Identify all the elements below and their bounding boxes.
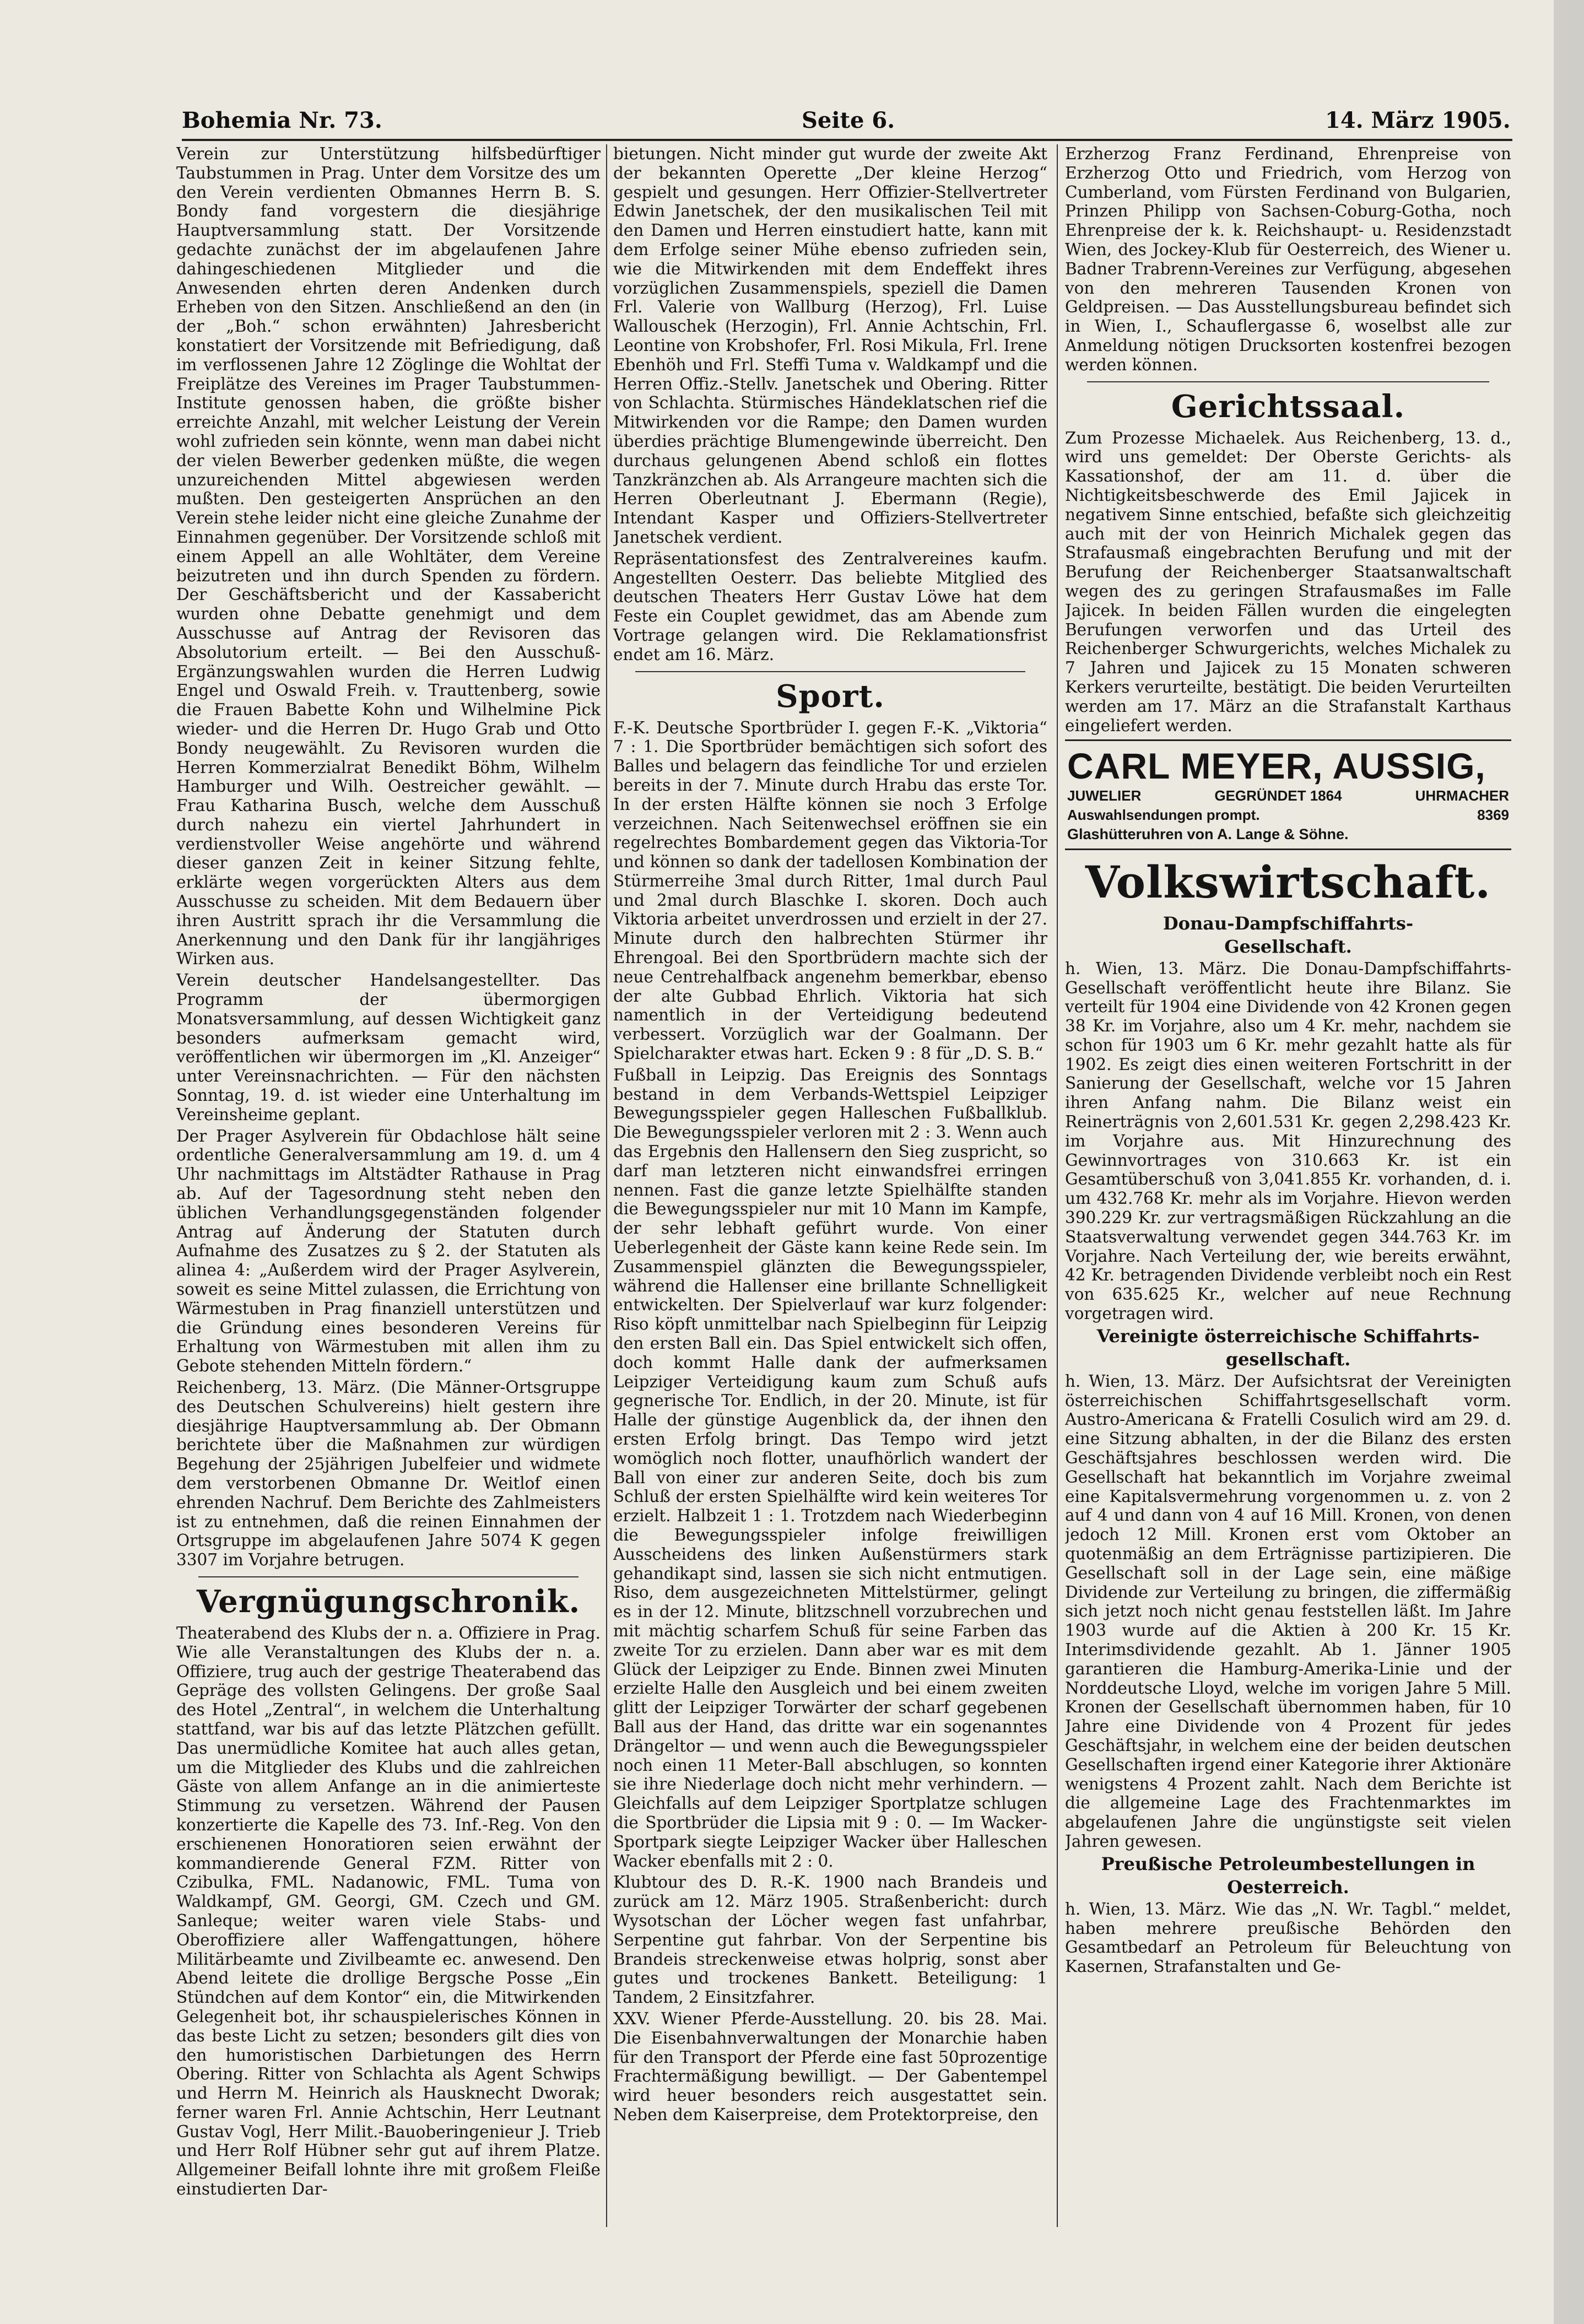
column-divider (606, 144, 607, 2227)
header-rule (182, 139, 1512, 141)
column-2 (613, 144, 1047, 2227)
subheading-schiffahrt-2: gesellschaft. (1225, 1348, 1351, 1370)
scan-edge (1554, 0, 1584, 2324)
article-prozess-michaelek: Zum Prozesse Michaelek. Aus Reichenberg, 13. d., wird uns gemeldet: Der Oberste Gerichts- als Kassationshof, der am 11. d. über die Nichtigkeitsbeschwerde des Emil Jajicek in negativem Sinne entschied, befaßte sich gleichzeitig auch mit der von Heinrich Michalek gegen das Strafausmaß eingebrachten Berufung und mit der Berufung der Reichenberger Staatsanwaltschaft wegen des zu geringen Strafausmaßes im Falle Jajicek. In beiden Fällen wurden die eingelegten Berufungen verworfen und das Urteil des Reichenberger Schwurgerichts, welches Michalek zu 7 Jahren und Jajicek zu 15 Monaten schweren Kerkers verurteilte, bestätigt. Die beiden Verurteilten werden am 17. März an die Strafanstalt Karthaus eingeliefert werden. (1065, 428, 1511, 735)
section-heading-vergnuegungschronik: Vergnügungschronik. (196, 1583, 581, 1620)
article-theaterabend-cont: bietungen. Nicht minder gut wurde der zweite Akt der bekannten Operette „Der kleine Herzog“ gespielt und gesungen. Herr Offizier-Stellvertreter Edwin Janetschek, der den musikalischen Teil mit den Damen und Herren einstudiert hatte, kann mit dem Erfolge seiner Mühe ebenso zufrieden sein, wie die Mitwirkenden mit dem Endeffekt ihres vorzüglichen Zusammenspiels, speziell die Damen Frl. Valerie von Wallburg (Herzog), Frl. Luise Wallouschek (Herzogin), Frl. Annie Achtschin, Frl. Leontine von Krobshofer, Frl. Rosi Mikula, Frl. Irene Ebenhöh und Frl. Steffi Tuma v. Waldkampf und die Herren Offiz.-Stellv. Janetschek und Obering. Ritter von Schlachta. Stürmisches Händeklatschen rief die Mitwirkenden vor die Rampe; den Damen wurden überdies prächtige Blumengewinde überreicht. Den durchaus gelungenen Abend schloß ein flottes Tanzkränzchen ab. Als Arrangeure machten sich die Herren Oberleutnant J. Ebermann (Regie), Intendant Kasper und Offiziers-Stellvertreter Janetschek verdient. (613, 144, 1047, 547)
section-divider (1087, 381, 1489, 382)
ad-founded: GEGRÜNDET 1864 (1214, 787, 1342, 804)
ad-juwelier: JUWELIER (1067, 787, 1142, 804)
ad-subline (1067, 786, 1509, 806)
article-handelsangestellte: Verein deutscher Handelsangestellter. Das Programm der übermorgigen Monatsversammlung, auf dessen Wichtigkeit ganz besonders aufmerksam gemacht wird, veröffentlichen wir übermorgen im „Kl. Anzeiger“ unter Vereinsnachrichten. — Für den nächsten Sonntag, 19. d. ist wieder eine Unterhaltung im Vereinsheime geplant. (176, 971, 601, 1124)
section-heading-volkswirtschaft: Volkswirtschaft. (1085, 856, 1491, 908)
section-divider (198, 1576, 579, 1577)
ad-uhrmacher: UHRMACHER (1415, 787, 1509, 804)
article-repraesentationsfest: Repräsentationsfest des Zentralvereines kaufm. Angestellten Oesterr. Das beliebte Mitglied des deutschen Theaters Herr Gustav Löwe hat dem Feste ein Couplet gewidmet, das am Abende zum Vortrage gelangen wird. Die Reklamationsfrist endet am 16. März. (613, 549, 1047, 664)
column-3 (1065, 144, 1511, 2227)
article-petroleum: h. Wien, 13. März. Wie das „N. Wr. Tagbl.“ meldet, haben mehrere preußische Behörden den Gesamtbedarf an Petroleum für Beleuchtung von Kasernen, Strafanstalten und Ge- (1065, 1899, 1511, 1976)
article-theaterabend: Theaterabend des Klubs der n. a. Offiziere in Prag. Wie alle Veranstaltungen des Klubs der n. a. Offiziere, trug auch der gestrige Theaterabend das Gepräge des vollsten Gelingens. Der große Saal des Hotel „Zentral“, in welchem die Unterhaltung stattfand, war bis auf das letzte Plätzchen gefüllt. Das unermüdliche Komitee hat auch alles getan, um die Mitglieder des Klubs und die zahlreichen Gäste von allem Anfange an in die animierteste Stimmung zu versetzen. Während der Pausen konzertierte die Kapelle des 73. Inf.-Reg. Von den erschienenen Honoratioren seien erwähnt der kommandierende General FZM. Ritter von Czibulka, FML. Nadanowic, FML. Tuma von Waldkampf, GM. Georgi, GM. Czech und GM. Sanleque; weiter waren viele Stabs- und Oberoffiziere aller Waffengattungen, höhere Militärbeamte und Zivilbeamte ec. anwesend. Den Abend leitete die drollige Bergsche Posse „Ein Stündchen auf dem Kontor“ ein, die Mitwirkenden Gelegenheit bot, ihr schauspielerisches Können in das beste Licht zu setzen; besonders gilt dies von den humoristischen Darbietungen des Herrn Obering. Ritter von Schlachta als Agent Schwips und Herrn M. Heinrich als Hausknecht Dworak; ferner waren Frl. Annie Achtschin, Herr Leutnant Gustav Vogl, Herr Milit.-Bauoberingenieur J. Trieb und Herr Rolf Hübner sehr gut auf ihrem Platze. Allgemeiner Beifall lohnte ihre mit großem Fleiße einstudierten Dar- (176, 1623, 601, 2199)
subheading-schiffahrt-1: Vereinigte österreichische Schiffahrts- (1096, 1325, 1480, 1347)
article-klubtour: Klubtour des D. R.-K. 1900 nach Brandeis und zurück am 12. März 1905. Straßenbericht: durch Wysotschan der Löcher wegen fast unfahrbar, Serpentine gut fahrbar. Von der Serpentine bis Brandeis streckenweise etwas holprig, sonst aber gutes und trockenes Bankett. Beteiligung: 1 Tandem, 2 Einsitzfahrer. (613, 1873, 1047, 2007)
article-fussball-leipzig: Fußball in Leipzig. Das Ereignis des Sonntags bestand in dem Verbands-Wettspiel Leipziger Bewegungsspieler gegen Halleschen Fußballklub. Die Bewegungsspieler verloren mit 2 : 3. Wenn auch das Ergebnis den Hallensern den Sieg zuspricht, so darf man letzteren nicht einwandsfrei erringen nennen. Fast die ganze letzte Spielhälfte standen die Bewegungsspieler nur mit 10 Mann im Kampfe, der sehr lebhaft geführt wurde. Von einer Ueberlegenheit der Gäste kann keine Rede sein. Im Zusammenspiel glänzten die Bewegungsspieler, während die Hallenser eine brillante Schnelligkeit entwickelten. Der Spielverlauf war kurz folgender: Riso köpft unmittelbar nach Spielbeginn für Leipzig den ersten Ball ein. Das Spiel entwickelt sich offen, doch kommt Halle dank der aufmerksamen Leipziger Verteidigung kaum zum Schuß aufs gegnerische Tor. Endlich, in der 20. Minute, ist für Halle der günstige Augenblick da, der ihnen den ersten Erfolg bringt. Das Tempo wird jetzt womöglich noch flotter, unaufhörlich wandert der Ball von einer zur anderen Seite, doch bis zum Schluß der ersten Spielhälfte wird kein weiteres Tor erzielt. Halbzeit 1 : 1. Trotzdem nach Wiederbeginn die Bewegungsspieler infolge freiwilligen Ausscheidens des linken Außenstürmers stark gehandikapt sind, lassen sie sich nicht entmutigen. Riso, dem ausgezeichneten Mittelstürmer, gelingt es in der 12. Minute, blitzschnell vorzubrechen und mit mächtig scharfem Schuß für seine Farben das zweite Tor zu erzielen. Dann aber war es mit dem Glück der Leipziger zu Ende. Binnen zwei Minuten erzielte Halle den Ausgleich und bei einem zweiten glitt der Leipziger Torwärter der scharf gegebenen Ball aus der Hand, das dritte war ein sogenanntes Drängeltor — und wenn auch die Bewegungsspieler noch einen 11 Meter-Ball abschlugen, so konnten sie ihre Niederlage doch nicht mehr verhindern. — Gleichfalls auf dem Leipziger Sportplatze schlugen die Sportbrüder die Lipsia mit 9 : 0. — Im Wacker-Sportpark siegte Leipziger Wacker über Halleschen Wacker ebenfalls mit 2 : 0. (613, 1065, 1047, 1871)
ad-shipping-line (1067, 806, 1509, 825)
header-page-number: Seite 6. (802, 107, 895, 133)
ad-title: CARL MEYER, AUSSIG, (1067, 745, 1486, 787)
subheading-petroleum-1: Preußische Petroleumbestellungen in (1101, 1853, 1475, 1874)
section-heading-sport: Sport. (776, 678, 885, 715)
column-divider (1057, 144, 1058, 2227)
section-heading-gerichtssaal: Gerichtssaal. (1171, 388, 1405, 425)
header-date: 14. März 1905. (1325, 107, 1511, 133)
article-schiffahrtsgesellschaft: h. Wien, 13. März. Der Aufsichtsrat der Vereinigten österreichischen Schiffahrtsgesellschaft vorm. Austro-Americana & Fratelli Cosulich wird am 29. d. eine Sitzung abhalten, in der die Bilanz des ersten Geschäftsjahres beschlossen werden wird. Die Gesellschaft hat bekanntlich im Vorjahre zweimal eine Kapitalsvermehrung vorgenommen u. z. von 2 auf 4 und dann von 4 auf 16 Mill. Kronen, von denen jedoch 12 Mill. Kronen erst vom Oktober an quotenmäßig an dem Erträgnisse partizipieren. Die Gesellschaft soll in der Lage sein, eine mäßige Dividende zur Verteilung zu bringen, die ziffermäßig sich jetzt noch nicht genau feststellen läßt. Im Jahre 1903 wurde auf die Aktien à 200 Kr. 15 Kr. Interimsdividende gezahlt. Ab 1. Jänner 1905 garantieren die Hamburg-Amerika-Linie und der Norddeutsche Lloyd, welche im vorigen Jahre 5 Mill. Kronen der Gesellschaft übernommen haben, für 10 Jahre eine Dividende von 4 Prozent für jedes Geschäftsjahr, in welchem eine der beiden deutschen Gesellschaften irgend einer Kategorie ihrer Aktionäre wenigstens 4 Prozent zahlt. Nach dem Berichte ist die allgemeine Lage des Frachtenmarktes im abgelaufenen Jahre die ungünstigste seit vielen Jahren gewesen. (1065, 1371, 1511, 1851)
article-schulverein: Reichenberg, 13. März. (Die Männer-Ortsgruppe des Deutschen Schulvereins) hielt gestern ihre diesjährige Hauptversammlung ab. Der Obmann berichtete über die Maßnahmen zur würdigen Begehung der 25jährigen Jubelfeier und widmete dem verstorbenen Obmanne Dr. Weitlof einen ehrenden Nachruf. Dem Berichte des Zahlmeisters ist zu entnehmen, daß die reinen Einnahmen der Ortsgruppe im abgelaufenen Jahre 5074 K gegen 3307 im Vorjahre betrugen. (176, 1378, 601, 1570)
ad-shipping: Auswahlsendungen prompt. (1067, 807, 1260, 824)
article-pferde-ausstellung: XXV. Wiener Pferde-Ausstellung. 20. bis 28. Mai. Die Eisenbahnverwaltungen der Monarchie haben für den Transport der Pferde eine fast 50prozentige Frachtermäßigung bewilligt. — Der Gabentempel wird heuer besonders reich ausgestattet sein. Neben dem Kaiserpreise, dem Protektorpreise, den (613, 2009, 1047, 2124)
article-donau-dampfschiffahrt: h. Wien, 13. März. Die Donau-Dampfschiffahrts-Gesellschaft veröffentlicht heute ihre Bilanz. Sie verteilt für 1904 eine Dividende von 42 Kronen gegen 38 Kr. im Vorjahre, also um 4 Kr. mehr, nachdem sie schon für 1903 um 6 Kr. mehr gezahlt hatte als für 1902. Es zeigt dies einen weiteren Fortschritt in der Sanierung der Gesellschaft, welche vor 15 Jahren ihren Anfang nahm. Die Bilanz weist ein Reinerträgnis von 2,601.531 Kr. gegen 2,298.423 Kr. im Vorjahre aus. Mit Hinzurechnung des Gewinnvortrages von 310.663 Kr. ist ein Gesamtüberschuß von 3,041.855 Kr. vorhanden, d. i. um 432.768 Kr. mehr als im Vorjahre. Hievon werden 390.229 Kr. zur vertragsmäßigen Rückzahlung an die Staatsverwaltung verwendet gegen 344.763 Kr. im Vorjahre. Nach Verteilung der, wie bereits erwähnt, 42 Kr. betragenden Dividende verbleibt noch ein Rest von 635.625 Kr., welcher auf neue Rechnung vorgetragen wird. (1065, 959, 1511, 1323)
column-1 (176, 144, 601, 2227)
subheading-petroleum-2: Oesterreich. (1227, 1876, 1349, 1898)
ad-watches: Glashütteruhren von A. Lange & Söhne. (1067, 825, 1349, 842)
subheading-donau-1: Donau-Dampfschiffahrts- (1163, 912, 1414, 934)
advertisement-carl-meyer (1065, 739, 1511, 850)
ad-number: 8369 (1477, 807, 1509, 824)
subheading-donau-2: Gesellschaft. (1224, 936, 1352, 957)
article-pferde-ausstellung-cont: Erzherzog Franz Ferdinand, Ehrenpreise von Erzherzog Otto und Friedrich, vom Herzog von Cumberland, vom Fürsten Ferdinand von Bulgarien, Prinzen Philipp von Sachsen-Coburg-Gotha, noch Ehrenpreise der k. k. Reichshaupt- u. Residenzstadt Wien, des Jockey-Klub für Oesterreich, des Wiener u. Badner Trabrenn-Vereines zur Verfügung, abgesehen von den mehreren Tausenden Kronen von Geldpreisen. — Das Ausstellungsbureau befindet sich in Wien, I., Schauflergasse 6, woselbst alle zur Anmeldung nötigen Drucksorten kostenfrei bezogen werden können. (1065, 144, 1511, 374)
section-divider (635, 671, 1025, 672)
header-masthead: Bohemia Nr. 73. (182, 107, 382, 133)
article-taubstummen: Verein zur Unterstützung hilfsbedürftiger Taubstummen in Prag. Unter dem Vorsitze des um den Verein verdienten Obmannes Herrn B. S. Bondy fand vorgestern die diesjährige Hauptversammlung statt. Der Vorsitzende gedachte zunächst der im abgelaufenen Jahre dahingeschiedenen Mitglieder und die Anwesenden ehrten deren Andenken durch Erheben von den Sitzen. Anschließend an den (in der „Boh.“ schon erwähnten) Jahresbericht konstatiert der Vorsitzende mit Befriedigung, daß im verflossenen Jahre 12 Zöglinge die Wohltat der Freiplätze des Vereines im Prager Taubstummen-Institute genossen haben, die größte bisher erreichte Anzahl, mit welcher Leistung der Verein wohl zufrieden sein könnte, wenn man dabei nicht der vielen Bewerber gedenken müßte, die wegen unzureichenden Mittel abgewiesen werden mußten. Den gesteigerten Ansprüchen an den Verein stehe leider nicht eine gleiche Zunahme der Einnahmen gegenüber. Der Vorsitzende schloß mit einem Appell an alle Wohltäter, dem Vereine beizutreten und ihn durch Spenden zu fördern. Der Geschäftsbericht und der Kassabericht wurden ohne Debatte genehmigt und dem Ausschusse auf Antrag der Revisoren das Absolutorium erteilt. — Bei den Ausschuß-Ergänzungswahlen wurden die Herren Ludwig Engel und Oswald Freih. v. Trauttenberg, sowie die Frauen Babette Kohn und Wilhelmine Pick wieder- und die Herren Dr. Hugo Grab und Otto Bondy neugewählt. Zu Revisoren wurden die Herren Kommerzialrat Benedikt Böhm, Wilhelm Hamburger und Wilh. Oestreicher gewählt. — Frau Katharina Busch, welche dem Ausschuß durch nahezu ein viertel Jahrhundert in verdienstvoller Weise angehörte und während dieser ganzen Zeit in keiner Sitzung fehlte, erklärte wegen vorgerückten Alters aus dem Ausschusse zu scheiden. Mit dem Bedauern über ihren Austritt sprach ihr die Versammlung die Anerkennung und den Dank für ihr langjähriges Wirken aus. (176, 144, 601, 969)
article-sportbrueder: F.-K. Deutsche Sportbrüder I. gegen F.-K. „Viktoria“ 7 : 1. Die Sportbrüder bemächtigen sich sofort des Balles und belagern das feindliche Tor und erzielen bereits in der 7. Minute durch Hrabu das erste Tor. In der ersten Hälfte können sie noch 3 Erfolge verzeichnen. Nach Seitenwechsel eröffnen sie ein regelrechtes Bombardement gegen das Viktoria-Tor und können so dank der tadellosen Kombination der Stürmerreihe 3mal durch Ritter, 1mal durch Paul und 2mal durch Blaschke I. skoren. Doch auch Viktoria arbeitet unverdrossen und erzielt in der 27. Minute durch den halbrechten Stürmer ihr Ehrengoal. Bei den Sportbrüdern machte sich der neue Centrehalfback angenehm bemerkbar, ebenso der alte Gubbad Ehrlich. Viktoria hat sich namentlich in der Verteidigung bedeutend verbessert. Vorzüglich war der Goalmann. Der Spielcharakter etwas hart. Ecken 9 : 8 für „D. S. B.“ (613, 718, 1047, 1063)
article-asylverein: Der Prager Asylverein für Obdachlose hält seine ordentliche Generalversammlung am 19. d. um 4 Uhr nachmittags im Altstädter Rathause in Prag ab. Auf der Tagesordnung steht neben den üblichen Verhandlungsgegenständen folgender Antrag auf Änderung der Statuten durch Aufnahme des Zusatzes zu § 2. der Statuten als alinea 4: „Außerdem wird der Prager Asylverein, soweit es seine Mittel zulassen, die Errichtung von Wärmestuben in Prag finanziell unterstützen und die Gründung eines besonderen Vereins für Erhaltung von Wärmestuben mit allen ihm zu Gebote stehenden Mitteln fördern.“ (176, 1126, 601, 1376)
